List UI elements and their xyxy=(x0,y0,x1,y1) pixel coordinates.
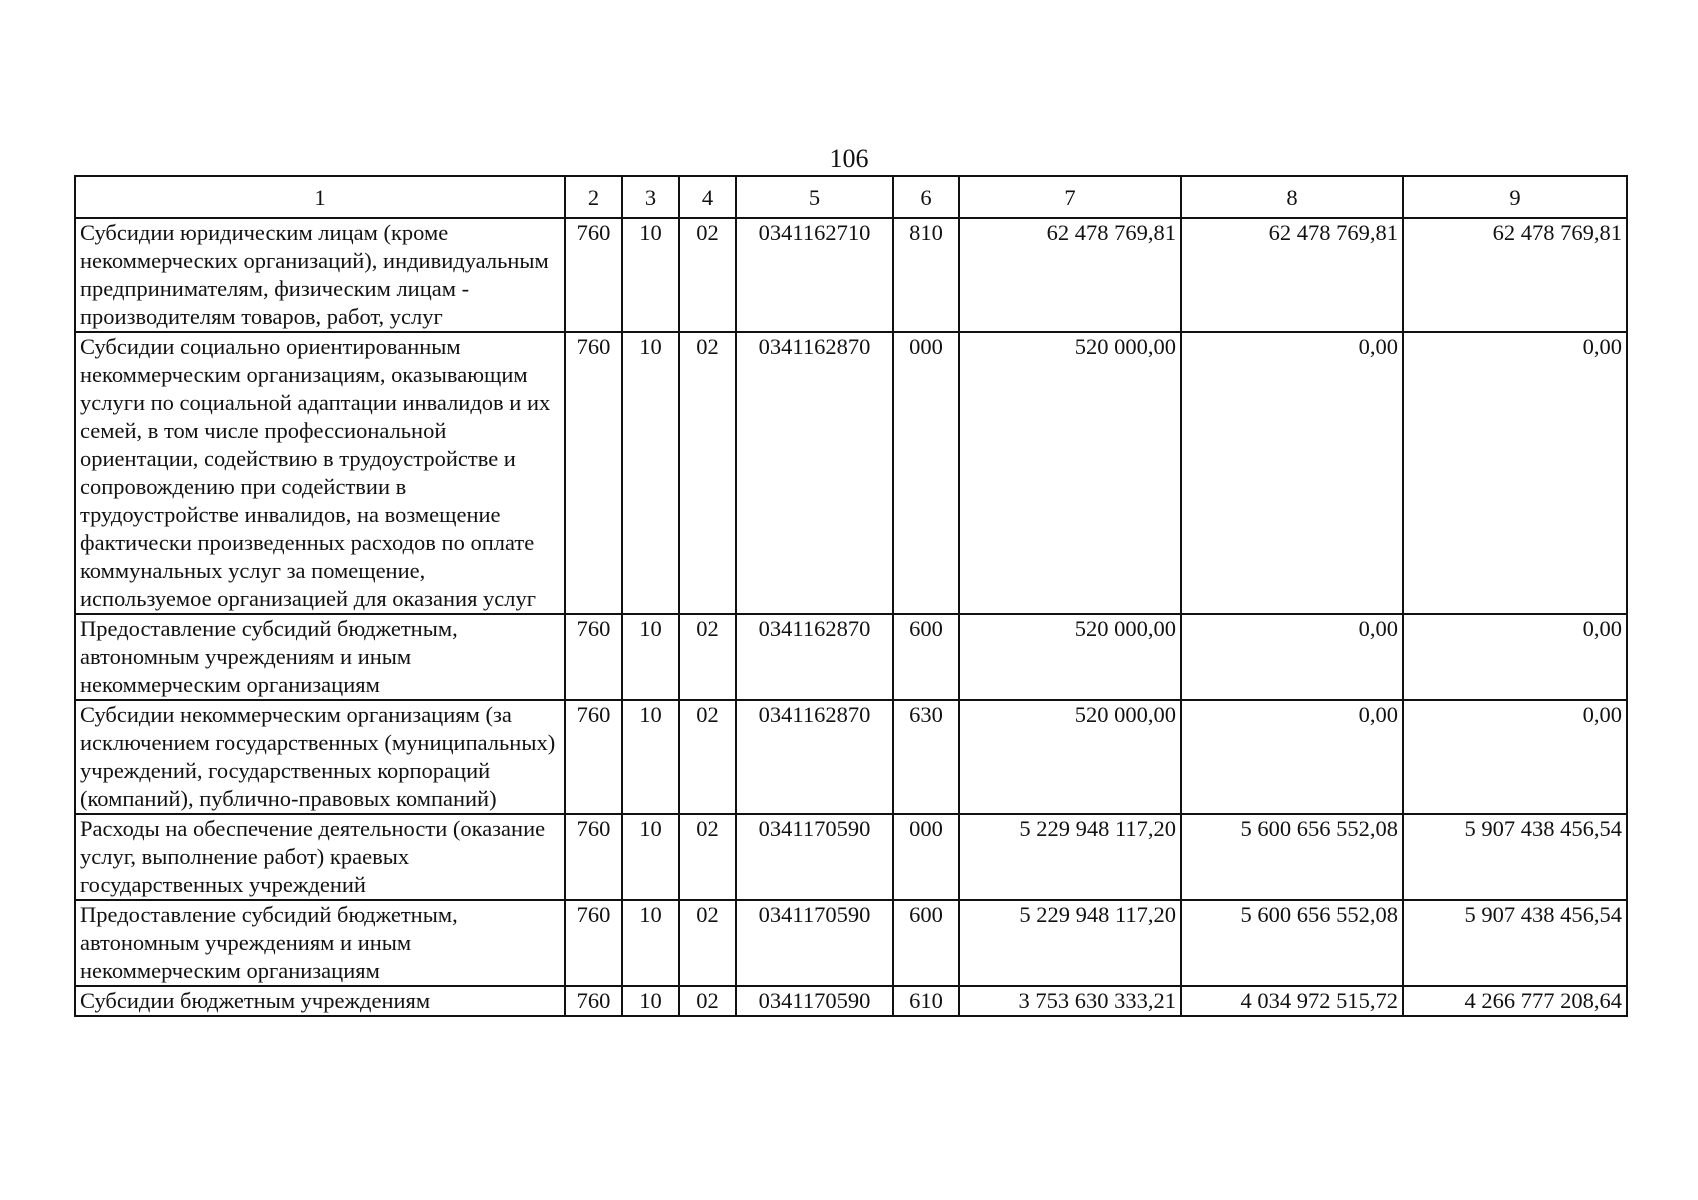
header-cell: 9 xyxy=(1403,176,1627,218)
row-description: Предоставление субсидий бюджетным, автономным учреждениям и иным некоммерческим организациям xyxy=(75,614,565,700)
cell-col4: 02 xyxy=(679,900,736,986)
cell-col9: 62 478 769,81 xyxy=(1403,218,1627,332)
cell-col3: 10 xyxy=(622,614,679,700)
cell-col6: 600 xyxy=(893,614,959,700)
row-description: Субсидии социально ориентированным некоммерческим организациям, оказывающим услуги по социальной адаптации инвалидов и их семей, в том числе профессиональной ориентации, содействию в трудоустройстве и сопровождению при содействии в трудоустройстве инвалидов, на возмещение фактически произведенных расходов по оплате коммунальных услуг за помещение, используемое организацией для оказания услуг xyxy=(75,332,565,614)
cell-col6: 000 xyxy=(893,814,959,900)
table-row xyxy=(75,814,1627,900)
cell-col7: 520 000,00 xyxy=(959,614,1181,700)
cell-col9: 5 907 438 456,54 xyxy=(1403,814,1627,900)
row-description: Субсидии бюджетным учреждениям xyxy=(75,986,565,1016)
cell-col5: 0341170590 xyxy=(736,814,893,900)
cell-col8: 5 600 656 552,08 xyxy=(1181,814,1403,900)
budget-table xyxy=(74,175,1628,1017)
cell-col6: 630 xyxy=(893,700,959,814)
table-row xyxy=(75,900,1627,986)
header-cell: 7 xyxy=(959,176,1181,218)
cell-col8: 0,00 xyxy=(1181,700,1403,814)
cell-col4: 02 xyxy=(679,218,736,332)
cell-col9: 0,00 xyxy=(1403,332,1627,614)
cell-col5: 0341162870 xyxy=(736,700,893,814)
cell-col7: 3 753 630 333,21 xyxy=(959,986,1181,1016)
cell-col3: 10 xyxy=(622,986,679,1016)
cell-col3: 10 xyxy=(622,218,679,332)
page-number: 106 xyxy=(829,144,869,173)
cell-col7: 62 478 769,81 xyxy=(959,218,1181,332)
header-cell: 2 xyxy=(565,176,622,218)
cell-col8: 62 478 769,81 xyxy=(1181,218,1403,332)
cell-col4: 02 xyxy=(679,700,736,814)
table-row xyxy=(75,700,1627,814)
cell-col8: 0,00 xyxy=(1181,614,1403,700)
header-cell: 5 xyxy=(736,176,893,218)
cell-col9: 0,00 xyxy=(1403,700,1627,814)
cell-col4: 02 xyxy=(679,332,736,614)
row-description: Расходы на обеспечение деятельности (оказание услуг, выполнение работ) краевых государственных учреждений xyxy=(75,814,565,900)
cell-col4: 02 xyxy=(679,614,736,700)
cell-col7: 5 229 948 117,20 xyxy=(959,814,1181,900)
row-description: Субсидии юридическим лицам (кроме некоммерческих организаций), индивидуальным предпринимателям, физическим лицам - производителям товаров, работ, услуг xyxy=(75,218,565,332)
cell-col7: 520 000,00 xyxy=(959,700,1181,814)
cell-col5: 0341162710 xyxy=(736,218,893,332)
cell-col8: 5 600 656 552,08 xyxy=(1181,900,1403,986)
cell-col9: 5 907 438 456,54 xyxy=(1403,900,1627,986)
cell-col9: 4 266 777 208,64 xyxy=(1403,986,1627,1016)
cell-col3: 10 xyxy=(622,700,679,814)
cell-col2: 760 xyxy=(565,218,622,332)
cell-col5: 0341162870 xyxy=(736,332,893,614)
header-cell: 6 xyxy=(893,176,959,218)
cell-col3: 10 xyxy=(622,332,679,614)
cell-col5: 0341170590 xyxy=(736,900,893,986)
cell-col9: 0,00 xyxy=(1403,614,1627,700)
table-row xyxy=(75,986,1627,1016)
header-cell: 3 xyxy=(622,176,679,218)
table-row xyxy=(75,614,1627,700)
row-description: Субсидии некоммерческим организациям (за исключением государственных (муниципальных) учреждений, государственных корпораций (компаний), публично-правовых компаний) xyxy=(75,700,565,814)
cell-col3: 10 xyxy=(622,814,679,900)
cell-col2: 760 xyxy=(565,986,622,1016)
row-description: Предоставление субсидий бюджетным, автономным учреждениям и иным некоммерческим организациям xyxy=(75,900,565,986)
cell-col6: 610 xyxy=(893,986,959,1016)
cell-col4: 02 xyxy=(679,814,736,900)
cell-col8: 0,00 xyxy=(1181,332,1403,614)
header-cell: 8 xyxy=(1181,176,1403,218)
cell-col6: 000 xyxy=(893,332,959,614)
header-cell: 1 xyxy=(75,176,565,218)
cell-col6: 810 xyxy=(893,218,959,332)
cell-col4: 02 xyxy=(679,986,736,1016)
cell-col2: 760 xyxy=(565,900,622,986)
table-row xyxy=(75,218,1627,332)
cell-col2: 760 xyxy=(565,700,622,814)
cell-col7: 5 229 948 117,20 xyxy=(959,900,1181,986)
cell-col3: 10 xyxy=(622,900,679,986)
table-row xyxy=(75,332,1627,614)
header-row xyxy=(75,176,1627,218)
cell-col8: 4 034 972 515,72 xyxy=(1181,986,1403,1016)
cell-col5: 0341162870 xyxy=(736,614,893,700)
cell-col2: 760 xyxy=(565,332,622,614)
cell-col7: 520 000,00 xyxy=(959,332,1181,614)
cell-col2: 760 xyxy=(565,814,622,900)
cell-col5: 0341170590 xyxy=(736,986,893,1016)
header-cell: 4 xyxy=(679,176,736,218)
cell-col6: 600 xyxy=(893,900,959,986)
cell-col2: 760 xyxy=(565,614,622,700)
